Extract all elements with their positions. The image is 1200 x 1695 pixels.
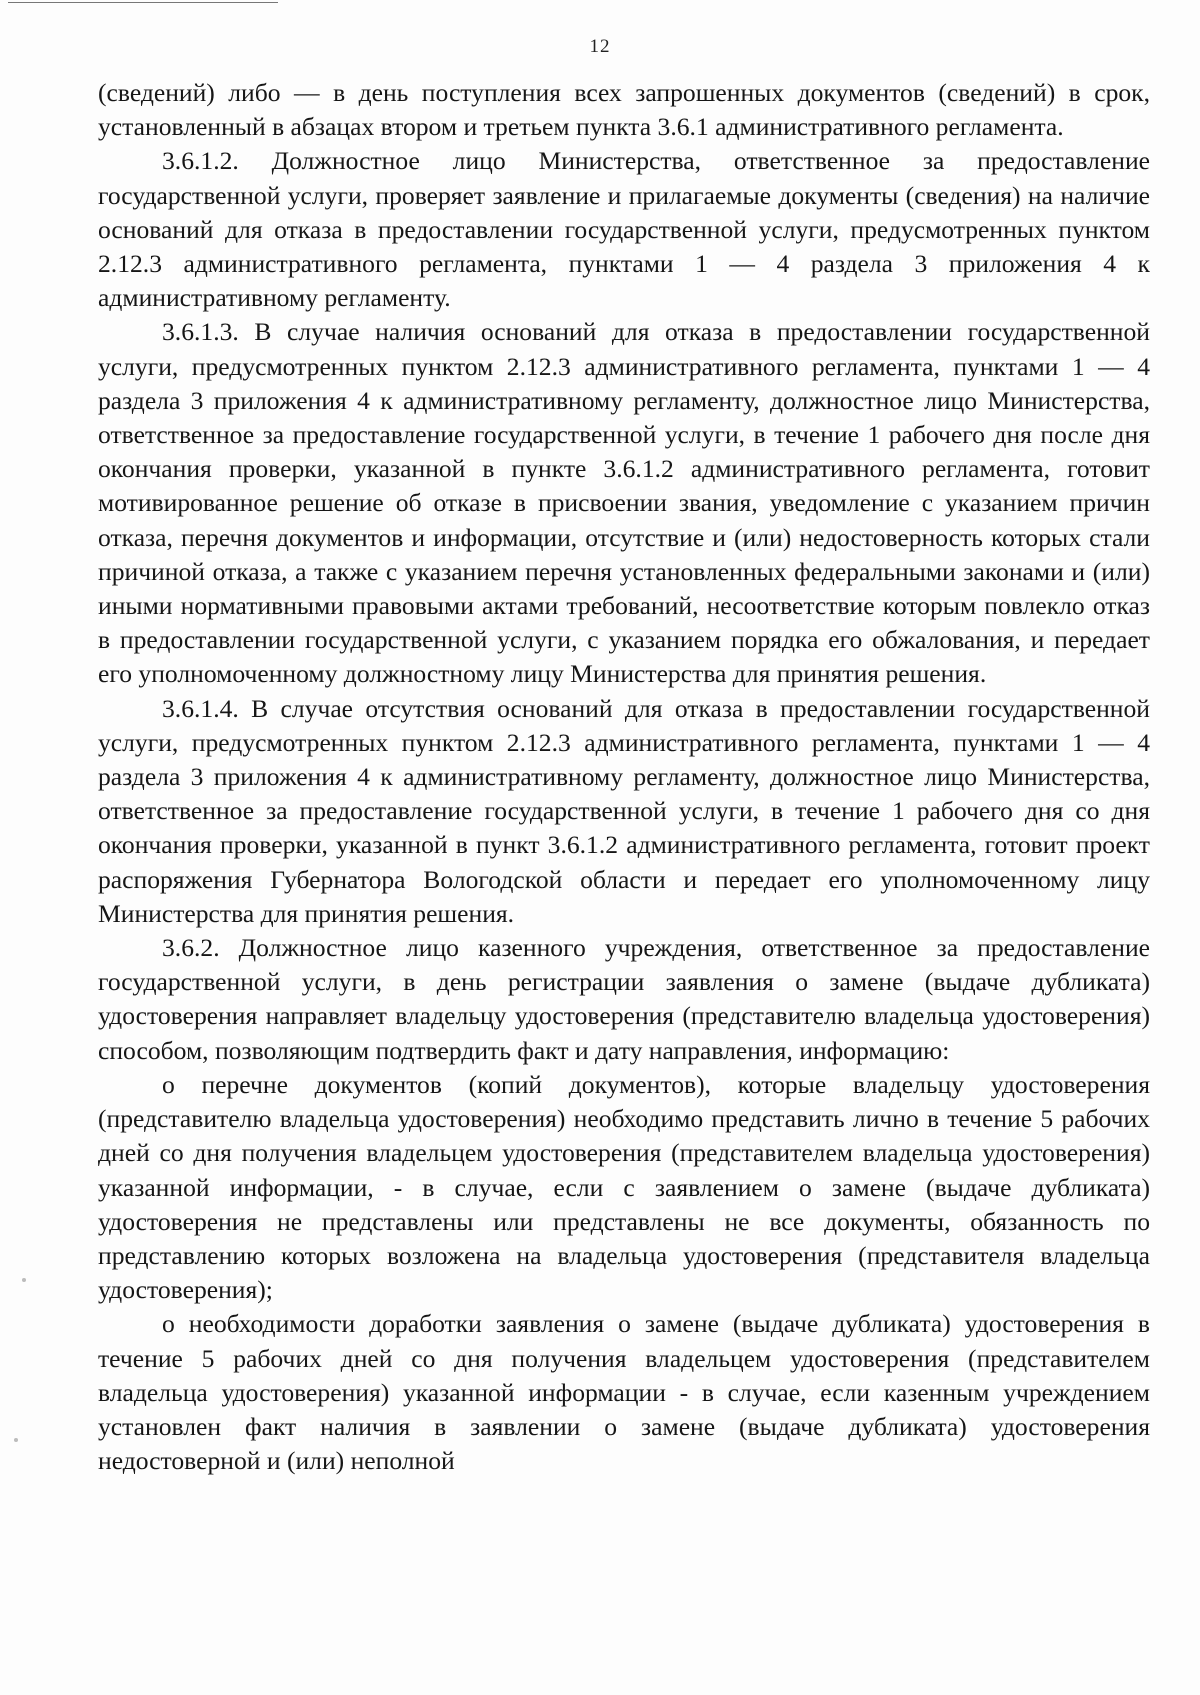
scan-speck <box>14 1438 18 1442</box>
paragraph-documents-list: о перечне документов (копий документов), которые владельцу удостоверения (представителю владельца удостоверения) необходимо представить лично в течение 5 рабочих дней со дня получения владельцем удостоверения (представителем владельца удостоверения) указанной информации, - в случае, если с заявлением о замене (выдаче дубликата) удостоверения не представлены или представлены не все документы, обязанность по представлению которых возложена на владельца удостоверения (представителя владельца удостоверения); <box>98 1069 1150 1305</box>
paragraph-revision-notice: о необходимости доработки заявления о замене (выдаче дубликата) удостоверения в течение 5 рабочих дней со дня получения владельцем удостоверения (представителем владельца удостоверения) указанной информации - в случае, если казенным учреждением установлен факт наличия в заявлении о замене (выдаче дубликата) удостоверения недостоверной и (или) неполной <box>98 1309 1150 1476</box>
paragraph-3-6-1-4: 3.6.1.4. В случае отсутствия оснований для отказа в предоставлении государственной услуги, предусмотренных пунктом 2.12.3 административного регламента, пунктами 1 — 4 раздела 3 приложения 4 к административному регламенту, должностное лицо Министерства, ответственное за предоставление государственной услуги, в течение 1 рабочего дня со дня окончания проверки, указанной в пункт 3.6.1.2 административного регламента, готовит проект распоряжения Губернатора Вологодской области и передает его уполномоченному лицу Министерства для принятия решения. <box>98 693 1150 928</box>
paragraph-continuation: (сведений) либо — в день поступления всех запрошенных документов (сведений) в срок, установленный в абзацах втором и третьем пункта 3.6.1 административного регламента. <box>98 78 1150 142</box>
paragraph-3-6-2: 3.6.2. Должностное лицо казенного учреждения, ответственное за предоставление государственной услуги, в день регистрации заявления о замене (выдаче дубликата) удостоверения направляет владельцу удостоверения (представителю владельца удостоверения) способом, позволяющим подтвердить факт и дату направления, информацию: <box>98 933 1150 1065</box>
page-number: 12 <box>589 36 611 57</box>
paragraph-3-6-1-3: 3.6.1.3. В случае наличия оснований для отказа в предоставлении государственной услуги, предусмотренных пунктом 2.12.3 административного регламента, пунктами 1 — 4 раздела 3 приложения 4 к административному регламенту, должностное лицо Министерства, ответственное за предоставление государственной услуги, в течение 1 рабочего дня после дня окончания проверки, указанной в пункте 3.6.1.2 административного регламента, готовит мотивированное решение об отказе в присвоении звания, уведомление с указанием причин отказа, перечня документов и информации, отсутствие и (или) недостоверность которых стали причиной отказа, а также с указанием перечня установленных федеральными законами и (или) иными нормативными правовыми актами требований, несоответствие которым повлекло отказ в предоставлении государственной услуги, с указанием порядка его обжалования, и передает его уполномоченному должностному лицу Министерства для принятия решения. <box>98 317 1150 689</box>
document-body <box>98 76 1150 1478</box>
scan-edge-line <box>8 2 278 3</box>
scan-speck <box>22 1278 26 1282</box>
paragraph-3-6-1-2: 3.6.1.2. Должностное лицо Министерства, ответственное за предоставление государственной услуги, проверяет заявление и прилагаемые документы (сведения) на наличие оснований для отказа в предоставлении государственной услуги, предусмотренных пунктом 2.12.3 административного регламента, пунктами 1 — 4 раздела 3 приложения 4 к административному регламенту. <box>98 146 1150 313</box>
